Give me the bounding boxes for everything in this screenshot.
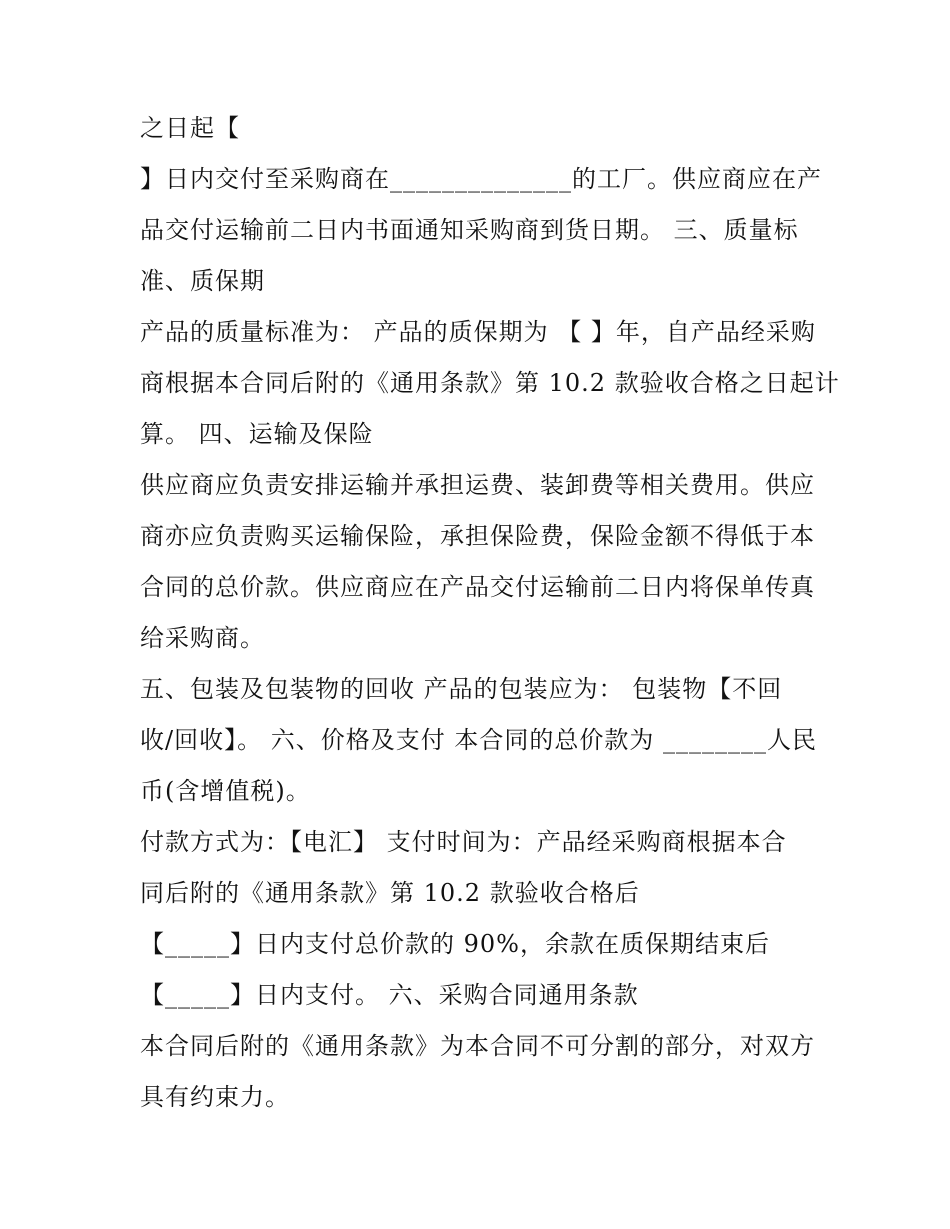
text-line-4: 准、质保期	[140, 267, 265, 295]
text-line-7: 算。 四、运输及保险	[140, 420, 374, 448]
text-line-14: 币(含增值税)。	[140, 777, 311, 805]
text-line-3: 品交付运输前二日内书面通知采购商到货日期。 三、质量标	[140, 216, 799, 244]
text-line-13: 收/回收】。 六、价格及支付 本合同的总价款为 ________人民	[140, 726, 817, 754]
text-line-15: 付款方式为：【电汇】 支付时间为：产品经采购商根据本合	[140, 828, 787, 856]
text-line-9: 商亦应负责购买运输保险，承担保险费，保险金额不得低于本	[140, 522, 815, 550]
text-line-8: 供应商应负责安排运输并承担运费、装卸费等相关费用。供应	[140, 471, 815, 499]
text-line-2: 】日内交付至采购商在______________的工厂。供应商应在产	[140, 165, 822, 193]
text-line-17: 【_____】日内支付总价款的 90%，余款在质保期结束后	[140, 930, 770, 958]
text-line-10: 合同的总价款。供应商应在产品交付运输前二日内将保单传真	[140, 573, 815, 601]
text-line-11: 给采购商。	[140, 624, 265, 652]
text-line-19: 本合同后附的《通用条款》为本合同不可分割的部分，对双方	[140, 1032, 815, 1060]
text-line-6: 商根据本合同后附的《通用条款》第 10.2 款验收合格之日起计	[140, 369, 840, 397]
text-line-16: 同后附的《通用条款》第 10.2 款验收合格后	[140, 879, 640, 907]
text-line-5: 产品的质量标准为： 产品的质保期为 【 】年，自产品经采购	[140, 318, 816, 346]
text-line-20: 具有约束力。	[140, 1083, 290, 1111]
text-line-18: 【_____】日内支付。 六、采购合同通用条款	[140, 981, 639, 1009]
document-page	[140, 103, 840, 1123]
text-line-1: 之日起【	[140, 114, 240, 142]
text-line-12: 五、包装及包装物的回收 产品的包装应为： 包装物【不回	[140, 675, 783, 703]
